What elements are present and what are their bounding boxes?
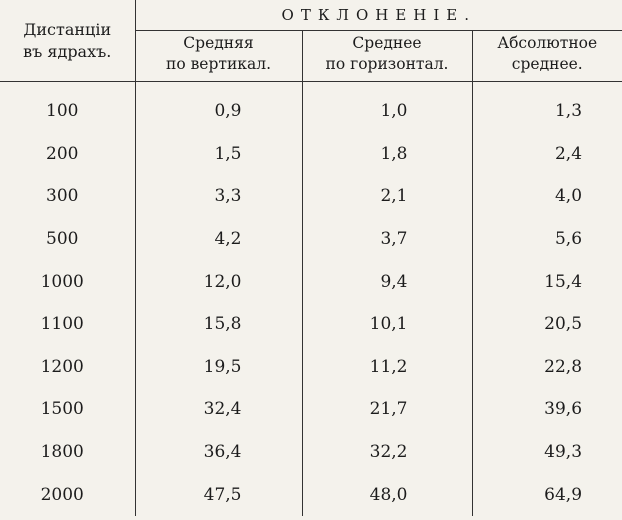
distance-cell: 1000 (0, 260, 135, 303)
absolute-header-line1: Абсолютное (497, 34, 598, 52)
horizontal-cell: 48,0 (302, 473, 472, 516)
horizontal-cell: 1,8 (302, 133, 472, 176)
table-row (0, 90, 622, 133)
distance-cell: 1500 (0, 388, 135, 431)
absolute-cell: 22,8 (544, 356, 583, 377)
vertical-cell: 1,5 (135, 133, 302, 176)
absolute-cell: 2,4 (554, 143, 583, 164)
absolute-cell: 1,3 (554, 101, 583, 122)
vertical-cell: 4,2 (135, 218, 302, 261)
distance-cell: 100 (0, 90, 135, 133)
absolute-cell: 4,0 (554, 186, 583, 207)
horizontal-cell: 32,2 (302, 431, 472, 474)
vertical-header-line2: по вертикал. (165, 55, 272, 73)
absolute-cell: 15,4 (544, 271, 583, 292)
distance-cell: 1100 (0, 303, 135, 346)
table-row (0, 260, 622, 303)
vertical-cell: 15,8 (135, 303, 302, 346)
vertical-cell: 47,5 (135, 473, 302, 516)
table-row (0, 431, 622, 474)
absolute-cell: 20,5 (544, 314, 583, 335)
distance-column-header (0, 0, 135, 82)
table-row (0, 133, 622, 176)
distance-cell: 500 (0, 218, 135, 261)
horizontal-column-header (302, 31, 472, 82)
distance-cell: 1800 (0, 431, 135, 474)
table-row (0, 388, 622, 431)
vertical-cell: 36,4 (135, 431, 302, 474)
table-row (0, 175, 622, 218)
distance-cell: 200 (0, 133, 135, 176)
absolute-header-line2: среднее. (511, 55, 583, 73)
vertical-cell: 19,5 (135, 346, 302, 389)
horizontal-cell: 21,7 (302, 388, 472, 431)
deviation-group-header: ОТКЛОНЕНІЕ. (135, 0, 622, 31)
horizontal-header-line1: Среднее (352, 34, 422, 52)
vertical-cell: 0,9 (135, 90, 302, 133)
absolute-cell: 5,6 (554, 229, 583, 250)
horizontal-cell: 11,2 (302, 346, 472, 389)
table-body (0, 82, 622, 516)
horizontal-cell: 10,1 (302, 303, 472, 346)
vertical-cell: 3,3 (135, 175, 302, 218)
horizontal-cell: 2,1 (302, 175, 472, 218)
distance-header-line2: въ ядрахъ. (23, 41, 112, 61)
table-header (0, 0, 622, 82)
horizontal-cell: 3,7 (302, 218, 472, 261)
horizontal-cell: 1,0 (302, 90, 472, 133)
vertical-cell: 12,0 (135, 260, 302, 303)
vertical-column-header (135, 31, 302, 82)
distance-cell: 300 (0, 175, 135, 218)
vertical-header-line1: Средняя (183, 34, 254, 52)
table-row (0, 346, 622, 389)
horizontal-header-line2: по горизонтал. (325, 55, 449, 73)
absolute-cell: 49,3 (544, 442, 583, 463)
table-row (0, 303, 622, 346)
horizontal-cell: 9,4 (302, 260, 472, 303)
table-row (0, 218, 622, 261)
absolute-column-header (472, 31, 622, 82)
distance-cell: 1200 (0, 346, 135, 389)
distance-cell: 2000 (0, 473, 135, 516)
vertical-cell: 32,4 (135, 388, 302, 431)
absolute-cell: 39,6 (544, 399, 583, 420)
distance-header-line1: Дистанціи (23, 19, 112, 39)
table-row (0, 473, 622, 516)
absolute-cell: 64,9 (544, 484, 583, 505)
